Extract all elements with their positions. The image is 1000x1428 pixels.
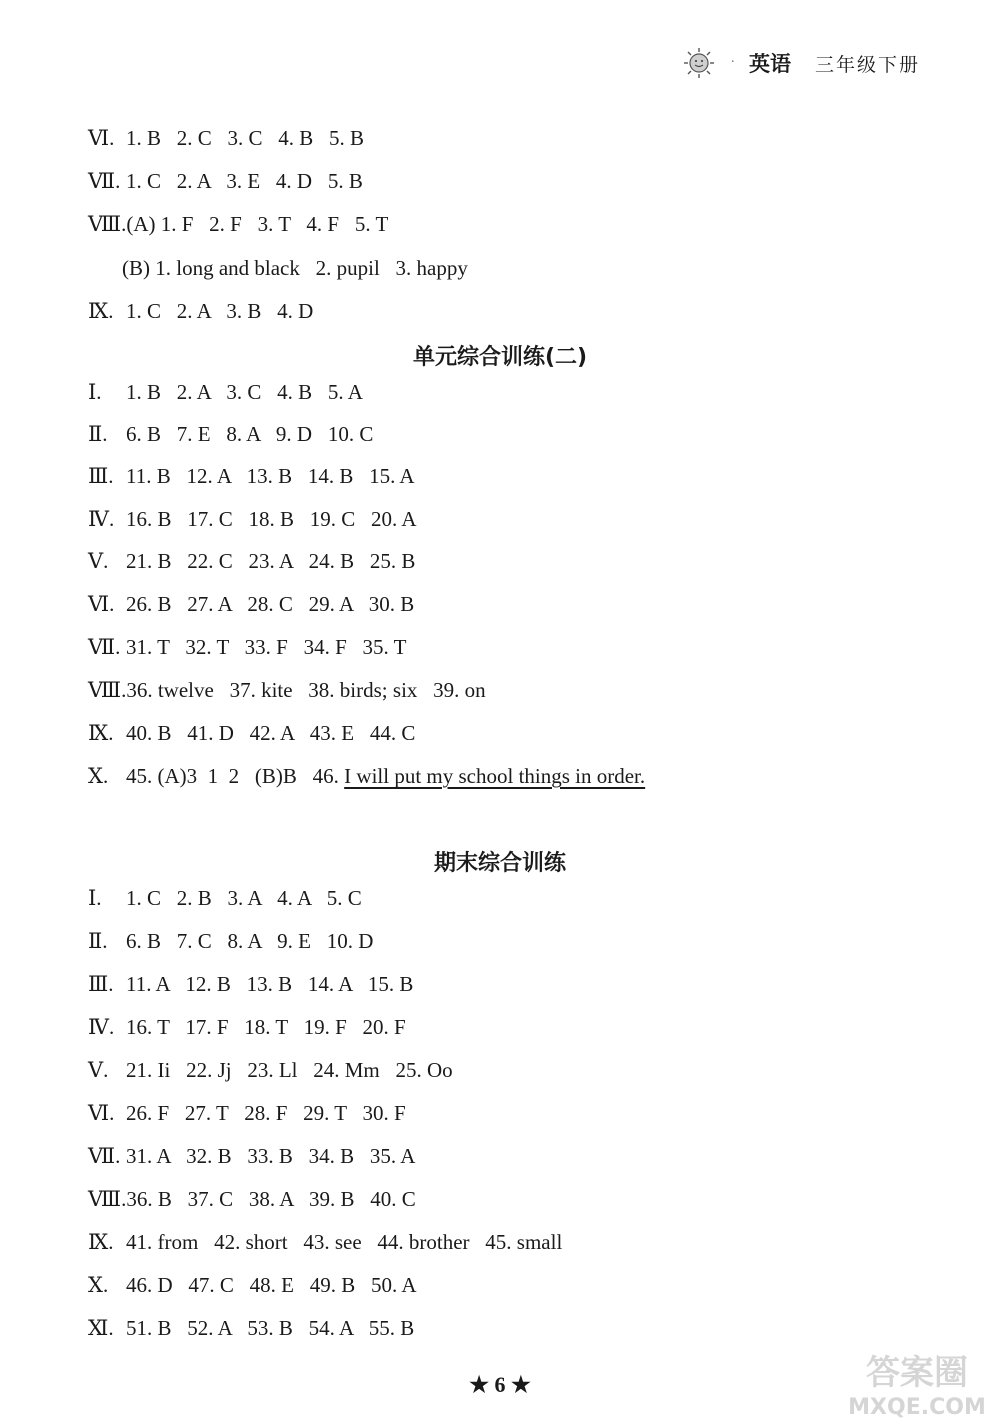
answer-line <box>88 126 364 151</box>
answer-text: 16. B 17. C 18. B 19. C 20. A <box>126 507 417 531</box>
question-number: Ⅸ. <box>88 1230 114 1254</box>
answer-line <box>88 380 363 405</box>
answer-text: 6. B 7. E 8. A 9. D 10. C <box>126 422 374 446</box>
section-title: 期末综合训练 <box>433 851 566 876</box>
watermark-logo <box>842 1342 992 1422</box>
section-title: 单元综合训练(二) <box>412 345 588 370</box>
answer-text: 36. B 37. C 38. A 39. B 40. C <box>126 1187 416 1211</box>
answer-line <box>122 256 468 281</box>
answer-text: 16. T 17. F 18. T 19. F 20. F <box>126 1015 406 1039</box>
answer-text: 1. C 2. A 3. E 4. D 5. B <box>126 169 363 193</box>
answer-text: 11. B 12. A 13. B 14. B 15. A <box>126 464 415 488</box>
answer-text: 1. B 2. C 3. C 4. B 5. B <box>126 126 365 150</box>
answer-line <box>88 1144 415 1169</box>
answer-line <box>88 1187 416 1212</box>
answer-text: 45. (A)3 1 2 (B)B 46. <box>126 764 345 788</box>
question-number: Ⅲ. <box>88 972 114 996</box>
header-separator: · <box>730 55 735 70</box>
answer-line <box>88 1316 414 1341</box>
sun-icon <box>682 46 716 80</box>
answer-text: 26. B 27. A 28. C 29. A 30. B <box>126 592 415 616</box>
answer-text: 46. D 47. C 48. E 49. B 50. A <box>126 1273 417 1297</box>
answer-text: 6. B 7. C 8. A 9. E 10. D <box>126 929 374 953</box>
question-number: Ⅳ. <box>88 507 115 531</box>
question-number: Ⅺ. <box>88 1316 114 1340</box>
answer-line <box>88 592 414 617</box>
question-number: Ⅱ. <box>88 929 108 953</box>
question-number: Ⅲ. <box>88 464 114 488</box>
answer-line <box>88 1273 417 1298</box>
question-number: Ⅰ. <box>88 380 102 404</box>
answer-text: 21. Ii 22. Jj 23. Ll 24. Mm 25. Oo <box>126 1058 453 1082</box>
page-number: ★ 6 ★ <box>469 1372 531 1397</box>
svg-text:MXQE.COM: MXQE.COM <box>848 1395 986 1420</box>
question-number: Ⅸ. <box>88 721 114 745</box>
answer-line <box>88 678 486 703</box>
question-number: Ⅹ. <box>88 764 109 788</box>
question-number: Ⅱ. <box>88 422 108 446</box>
question-number: Ⅶ. <box>88 169 121 193</box>
question-number: Ⅶ. <box>88 1144 121 1168</box>
question-number: Ⅰ. <box>88 886 102 910</box>
underlined-answer: I will put my school things in order. <box>344 764 646 788</box>
answer-line <box>88 635 406 660</box>
question-number: Ⅴ. <box>88 549 109 573</box>
answer-line <box>88 721 415 746</box>
answer-text: 11. A 12. B 13. B 14. A 15. B <box>126 972 414 996</box>
answer-line <box>88 929 373 954</box>
answer-text: 1. C 2. B 3. A 4. A 5. C <box>126 886 362 910</box>
question-number: Ⅴ. <box>88 1058 109 1082</box>
header-grade: 三年级下册 <box>814 53 920 76</box>
question-number: Ⅹ. <box>88 1273 109 1297</box>
question-number: Ⅳ. <box>88 1015 115 1039</box>
answer-line <box>88 169 363 194</box>
answer-text: (A) 1. F 2. F 3. T 4. F 5. T <box>126 212 389 236</box>
question-number: Ⅶ. <box>88 635 121 659</box>
question-number: Ⅵ. <box>88 592 115 616</box>
answer-text: (B) 1. long and black 2. pupil 3. happy <box>122 256 468 280</box>
answer-text: 1. B 2. A 3. C 4. B 5. A <box>126 380 363 404</box>
answer-text: 51. B 52. A 53. B 54. A 55. B <box>126 1316 415 1340</box>
answer-line <box>88 549 415 574</box>
question-number: Ⅷ. <box>88 1187 127 1211</box>
answer-line <box>88 1015 406 1040</box>
answer-line <box>88 764 645 789</box>
answer-line <box>88 886 362 911</box>
answer-text: 31. A 32. B 33. B 34. B 35. A <box>126 1144 416 1168</box>
answer-line <box>88 422 373 447</box>
header-subject: 英语 <box>748 52 791 76</box>
answer-text: 1. C 2. A 3. B 4. D <box>126 299 314 323</box>
question-number: Ⅵ. <box>88 1101 115 1125</box>
answer-line <box>88 1058 453 1083</box>
answer-line <box>88 1230 562 1255</box>
question-number: Ⅸ. <box>88 299 114 323</box>
question-number: Ⅷ. <box>88 678 127 702</box>
answer-text: 26. F 27. T 28. F 29. T 30. F <box>126 1101 406 1125</box>
answer-line <box>88 299 313 324</box>
answer-line <box>88 972 413 997</box>
answer-line <box>88 212 388 237</box>
answer-text: 40. B 41. D 42. A 43. E 44. C <box>126 721 416 745</box>
answer-text: 31. T 32. T 33. F 34. F 35. T <box>126 635 407 659</box>
answer-text: 36. twelve 37. kite 38. birds; six 39. on <box>126 678 486 702</box>
answer-line <box>88 1101 406 1126</box>
question-number: Ⅷ. <box>88 212 127 236</box>
answer-line <box>88 507 417 532</box>
svg-text:答案圈: 答案圈 <box>866 1353 968 1393</box>
answer-text: 41. from 42. short 43. see 44. brother 45. small <box>126 1230 563 1254</box>
question-number: Ⅵ. <box>88 126 115 150</box>
answer-text: 21. B 22. C 23. A 24. B 25. B <box>126 549 416 573</box>
page-header <box>682 46 920 80</box>
answer-line <box>88 464 415 489</box>
